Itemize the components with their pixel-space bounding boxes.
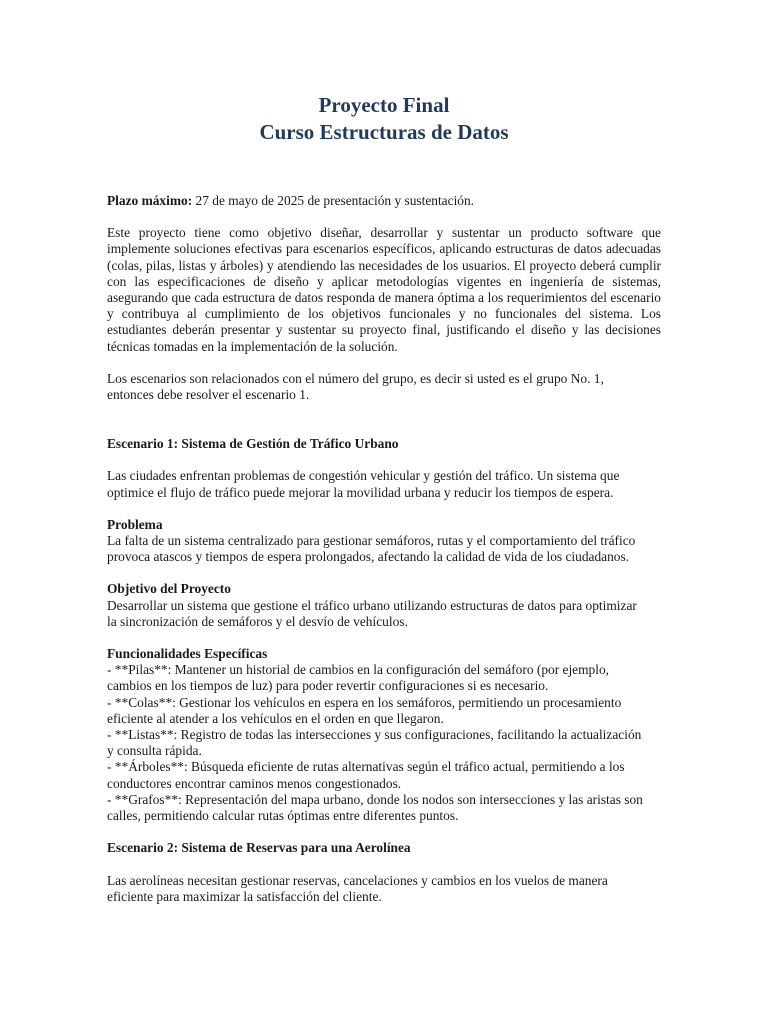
feature-line-1: - **Árboles**: Búsqueda eficiente de rutas alternativas según el tráfico actual, permitiendo a los <box>107 759 625 775</box>
scenario-1-intro <box>107 468 661 500</box>
deadline-paragraph <box>107 193 661 209</box>
feature-item-listas <box>107 727 661 759</box>
problem-heading: Problema <box>107 516 163 532</box>
feature-item-colas <box>107 695 661 727</box>
problem-line-2: provoca atascos y tiempos de espera prolongados, afectando la calidad de vida de los ciudadanos. <box>107 549 630 565</box>
objective-line-2: la sincronización de semáforos y el desvío de vehículos. <box>107 613 408 629</box>
feature-item-grafos <box>107 792 661 824</box>
feature-line-2: y consulta rápida. <box>107 743 202 759</box>
objective-heading: Objetivo del Proyecto <box>107 581 231 597</box>
scenario-2-intro <box>107 873 661 905</box>
scenario-1-heading: Escenario 1: Sistema de Gestión de Tráfico Urbano <box>107 436 399 452</box>
problem-text <box>107 533 661 565</box>
intro-paragraph: Este proyecto tiene como objetivo diseñar, desarrollar y sustentar un producto software que implemente soluciones efectivas para escenarios específicos, aplicando estructuras de datos adecuadas (colas, pilas, listas y árboles) y atendiendo las necesidades de los usuarios. El proyecto deberá cumplir con las especificaciones de diseño y aplicar metodologías vigentes en ingeniería de sistemas, asegurando que cada estructura de datos responda de manera óptima a los requerimientos del escenario y contribuya al cumplimiento de los objetivos funcionales y no funcionales del sistema. Los estudiantes deberán presentar y sustentar su proyecto final, justificando el diseño y las decisiones técnicas tomadas en la implementación de la solución. <box>107 225 661 354</box>
feature-line-1: - **Listas**: Registro de todas las intersecciones y sus configuraciones, facilitando la actualización <box>107 727 642 743</box>
scenario-note <box>107 371 661 403</box>
feature-item-arboles <box>107 759 661 791</box>
feature-line-2: cambios en los tiempos de luz) para poder revertir configuraciones si es necesario. <box>107 678 549 694</box>
objective-line-1: Desarrollar un sistema que gestione el tráfico urbano utilizando estructuras de datos para optimizar <box>107 597 637 613</box>
feature-line-2: calles, permitiendo calcular rutas óptimas entre diferentes puntos. <box>107 808 459 824</box>
scenario-1-intro-line-2: optimice el flujo de tráfico puede mejorar la movilidad urbana y reducir los tiempos de espera. <box>107 484 614 500</box>
deadline-text: 27 de mayo de 2025 de presentación y sustentación. <box>192 193 475 208</box>
scenario-1-intro-line-1: Las ciudades enfrentan problemas de congestión vehicular y gestión del tráfico. Un sistema que <box>107 468 620 484</box>
feature-line-2: conductores encontrar caminos menos congestionados. <box>107 775 402 791</box>
feature-line-1: - **Grafos**: Representación del mapa urbano, donde los nodos son intersecciones y las aristas son <box>107 791 643 807</box>
deadline-label: Plazo máximo: <box>107 193 193 208</box>
features-heading: Funcionalidades Específicas <box>107 646 268 662</box>
feature-line-1: - **Colas**: Gestionar los vehículos en espera en los semáforos, permitiendo un procesamiento <box>107 694 622 710</box>
scenario-note-line-1: Los escenarios son relacionados con el número del grupo, es decir si usted es el grupo No. 1, <box>107 370 604 386</box>
scenario-2-intro-line-2: eficiente para maximizar la satisfacción del cliente. <box>107 888 382 904</box>
title-line-1: Proyecto Final <box>318 93 450 117</box>
scenario-2-intro-line-1: Las aerolíneas necesitan gestionar reservas, cancelaciones y cambios en los vuelos de manera <box>107 872 608 888</box>
feature-item-pilas <box>107 662 661 694</box>
title-line-2: Curso Estructuras de Datos <box>259 120 509 144</box>
feature-line-2: eficiente al atender a los vehículos en el orden en que llegaron. <box>107 710 444 726</box>
document-body <box>107 193 661 905</box>
feature-line-1: - **Pilas**: Mantener un historial de cambios en la configuración del semáforo (por ejemplo, <box>107 662 610 678</box>
objective-text <box>107 598 661 630</box>
document-title <box>0 92 768 146</box>
scenario-2-heading: Escenario 2: Sistema de Reservas para una Aerolínea <box>107 840 411 856</box>
scenario-note-line-2: entonces debe resolver el escenario 1. <box>107 387 310 403</box>
problem-line-1: La falta de un sistema centralizado para gestionar semáforos, rutas y el comportamiento del tráfico <box>107 533 636 549</box>
